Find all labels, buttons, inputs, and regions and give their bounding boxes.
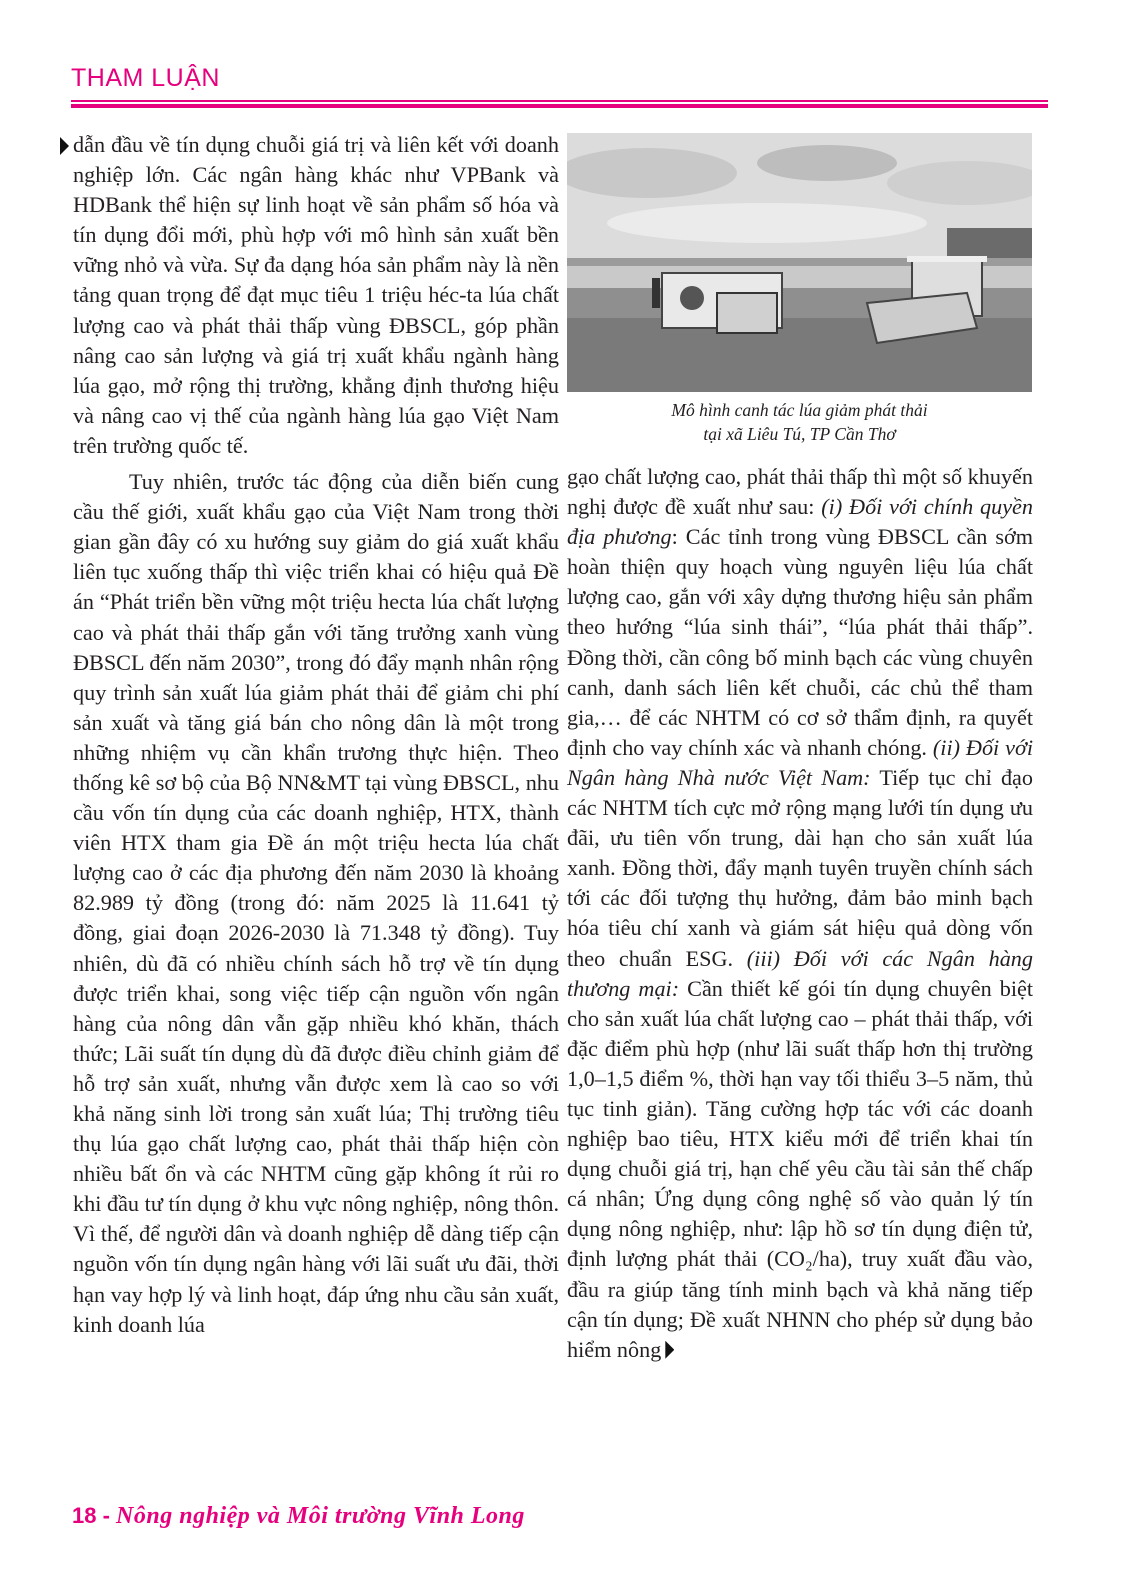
recommendation-heading-commercial-banks: (iii) Đối với các Ngân hàng thương mại: (567, 945, 1033, 1001)
continuation-arrow-icon (60, 137, 69, 155)
paragraph: Tuy nhiên, trước tác động của diễn biến cung cầu thế giới, xuất khẩu gạo của Việt Nam trong thời gian gần đây có xu hướng suy giảm do giá xuất khẩu liên tục xuống thấp thì việc triển khai có hiệu quả Đề án “Phát triển bền vững một triệu hecta lúa chất lượng cao và phát thải thấp gắn với tăng trưởng xanh vùng ĐBSCL đến năm 2030”, trong đó đẩy mạnh nhân rộng quy trình sản xuất lúa giảm phát thải để giảm chi phí sản xuất và tăng giá bán cho nông dân là một trong những nhiệm vụ cần khẩn trương thực hiện. Theo thống kê sơ bộ của Bộ NN&MT tại vùng ĐBSCL, nhu cầu vốn tín dụng của các doanh nghiệp, HTX, thành viên HTX tham gia Đề án một triệu hecta lúa chất lượng cao ở các địa phương đến năm 2030 là khoảng 82.989 tỷ đồng (trong đó: năm 2025 là 11.641 tỷ đồng, giai đoạn 2026-2030 là 71.348 tỷ đồng). Tuy nhiên, dù đã có nhiều chính sách hỗ trợ về tín dụng được triển khai, song việc tiếp cận nguồn vốn ngân hàng của nông dân vẫn gặp nhiều khó khăn, thách thức; Lãi suất tín dụng dù đã được điều chỉnh giảm để hỗ trợ sản xuất, nhưng vẫn được xem là cao so với khả năng sinh lời trong sản xuất lúa; Thị trường tiêu thụ lúa gạo chất lượng cao, phát thải thấp hiện còn nhiều bất ổn và các NHTM cũng gặp không ít rủi ro khi đầu tư tín dụng ở khu vực nông nghiệp, nông thôn. Vì thế, để người dân và doanh nghiệp dễ dàng tiếp cận nguồn vốn tín dụng ngân hàng với lãi suất ưu đãi, thời hạn vay hợp lý và linh hoạt, đáp ứng nhu cầu sản xuất, kinh doanh lúa (73, 469, 559, 1337)
footer-separator: - (96, 1503, 117, 1528)
paragraph: dẫn đầu về tín dụng chuỗi giá trị và liên kết với doanh nghiệp lớn. Các ngân hàng khác như VPBank và HDBank thể hiện sự linh hoạt về sản phẩm số hóa và tín dụng đổi mới, phù hợp với mô hình sản xuất bền vững nhỏ và vừa. Sự đa dạng hóa sản phẩm này là nền tảng quan trọng để đạt mục tiêu 1 triệu héc-ta lúa chất lượng cao và phát thải thấp vùng ĐBSCL, góp phần nâng cao sản lượng và giá trị xuất khẩu ngành hàng lúa gạo, mở rộng thị trường, khẳng định thương hiệu và nâng cao vị thế của ngành hàng lúa gạo Việt Nam trên trường quốc tế. (73, 132, 559, 458)
page-footer (72, 1503, 525, 1530)
text-segment: Tiếp tục chỉ đạo các NHTM tích cực mở rộng mạng lưới tín dụng ưu đãi, ưu tiên vốn trung, dài hạn cho sản xuất lúa xanh. Đồng thời, đẩy mạnh tuyên truyền chính sách tới các đối tượng thụ hưởng, đảm bảo minh bạch hóa tiêu chí xanh và giám sát hiệu quả dòng vốn theo chuẩn ESG. (567, 764, 1033, 971)
recommendation-heading-state-bank: (ii) Đối với Ngân hàng Nhà nước Việt Nam: (567, 734, 1033, 790)
paragraph (567, 462, 1033, 1365)
right-column (567, 462, 1033, 1365)
magazine-title: Nông nghiệp và Môi trường Vĩnh Long (116, 1503, 525, 1529)
text-segment: Cần thiết kế gói tín dụng chuyên biệt cho sản xuất lúa chất lượng cao – phát thải thấp, với đặc điểm phù hợp (như lãi suất thấp hơn thị trường 1,0–1,5 điểm %, thời hạn vay tối thiểu 3–5 năm, thủ tục tinh giản). Tăng cường hợp tác với các doanh nghiệp bao tiêu, HTX kiểu mới để triển khai tín dụng chuỗi giá trị, hạn chế yêu cầu tài sản thế chấp cá nhân; Ứng dụng công nghệ số vào quản lý tín dụng nông nghiệp, như: lập hồ sơ tín dụng điện tử, định lượng phát thải (CO₂/ha), truy xuất đầu vào, đầu ra giúp tăng tính minh bạch và khả năng tiếp cận tín dụng; Đề xuất NHNN cho phép sử dụng bảo hiểm nông (567, 975, 1034, 1362)
caption-line-2: tại xã Liêu Tú, TP Cần Thơ (703, 424, 896, 444)
field-photo (567, 133, 1032, 392)
left-column (73, 130, 559, 1340)
continuation-arrow-icon (665, 1341, 674, 1359)
page-number: 18 (72, 1503, 97, 1528)
section-label: THAM LUẬN (71, 64, 220, 92)
text-segment: gạo chất lượng cao, phát thải thấp thì một số khuyến nghị được đề xuất như sau: (567, 464, 1033, 520)
recommendation-heading-local-government: (i) Đối với chính quyền địa phương (567, 494, 1033, 550)
caption-line-1: Mô hình canh tác lúa giảm phát thải (671, 400, 928, 420)
photo-caption (567, 398, 1032, 446)
header-rule-thick (71, 104, 1048, 108)
text-segment: : Các tỉnh trong vùng ĐBSCL cần sớm hoàn thiện quy hoạch vùng nguyên liệu lúa chất lượng cao, gắn với xây dựng thương hiệu sản phẩm theo hướng “lúa sinh thái”, “lúa phát thải thấp”. Đồng thời, cần công bố minh bạch các vùng chuyên canh, danh sách liên kết chuỗi, các chủ thể tham gia,… để các NHTM có cơ sở thẩm định, ra quyết định cho vay chính xác và nhanh chóng. (567, 524, 1033, 760)
header-rule-thin (71, 100, 1048, 102)
